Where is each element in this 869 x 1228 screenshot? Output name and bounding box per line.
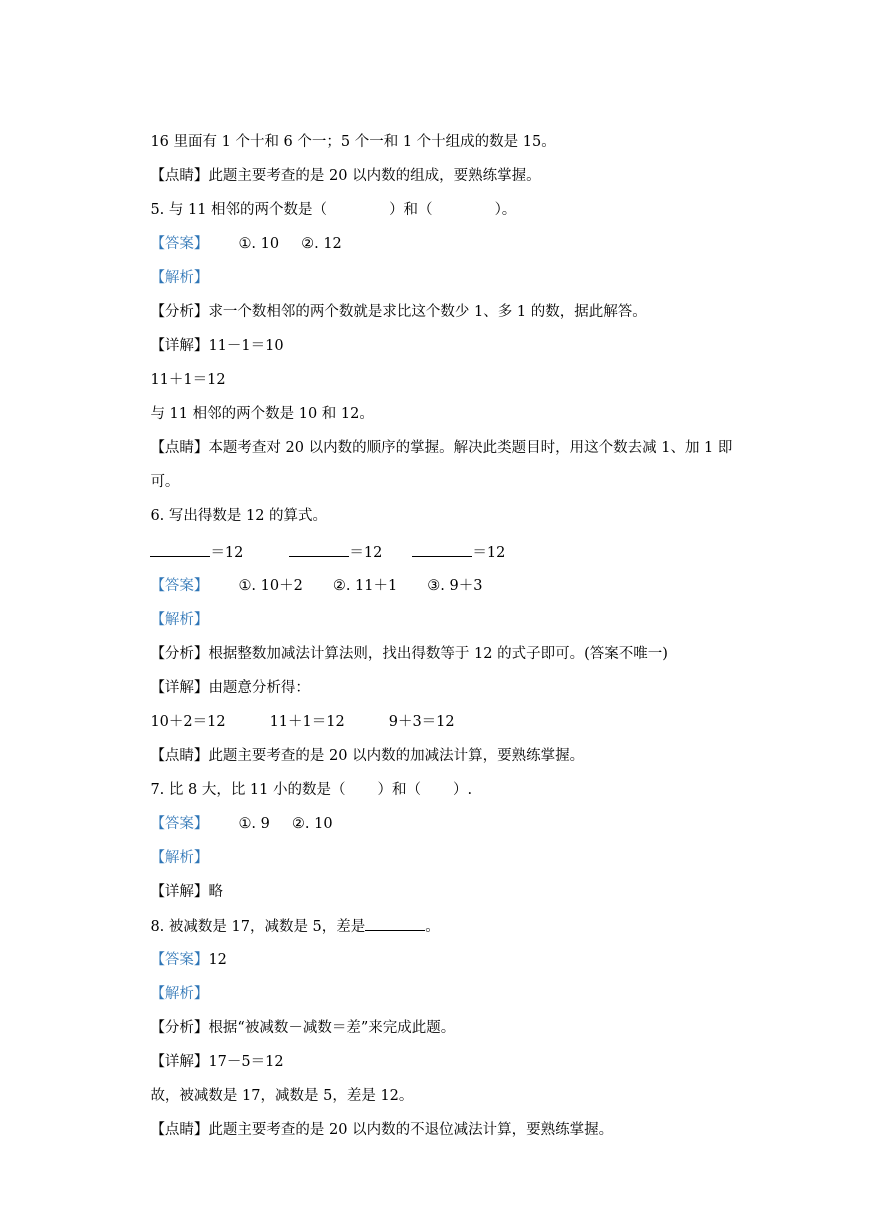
comment-tag: 【点睛】	[150, 440, 209, 456]
answer-blank	[412, 542, 472, 557]
analysis-tag: 【解析】	[150, 612, 209, 628]
answer-item: ①. 9	[238, 816, 270, 832]
answer-blank	[365, 916, 425, 931]
answer-item: 12	[208, 952, 227, 968]
solution-tag: 【详解】	[150, 680, 209, 696]
question-5-end: ）。	[494, 202, 517, 218]
explanation-text: 16 里面有 1 个十和 6 个一；5 个一和 1 个十组成的数是 15。	[150, 134, 556, 150]
answer-tag: 【答案】	[150, 236, 209, 252]
reasoning-tag: 【分析】	[150, 1020, 209, 1036]
comment-text: 此题主要考查的是 20 以内数的不退位减法计算，要熟练掌握。	[208, 1122, 614, 1138]
reasoning-text: 求一个数相邻的两个数就是求比这个数少 1、多 1 的数，据此解答。	[208, 304, 647, 320]
analysis-line	[132, 964, 209, 1002]
question-5	[132, 180, 517, 218]
question-6-text: 6. 写出得数是 12 的算式。	[150, 508, 328, 524]
reasoning-text: 根据“被减数－减数＝差”来完成此题。	[208, 1020, 456, 1036]
solution-text: 11＋1＝12	[150, 372, 226, 388]
answer-tag: 【答案】	[150, 952, 209, 968]
equation-result: ＝12	[472, 545, 506, 561]
analysis-line	[132, 590, 209, 628]
answer-item: ③. 9＋3	[427, 578, 483, 594]
answer-item: ②. 11＋1	[332, 578, 398, 594]
question-6-equations	[132, 522, 506, 561]
equation-result: ＝12	[349, 545, 383, 561]
solution-text: 故，被减数是 17，减数是 5，差是 12。	[150, 1088, 414, 1104]
solution-line	[132, 384, 374, 422]
solution-line	[132, 350, 226, 388]
solution-equations	[132, 692, 455, 730]
solution-line	[132, 1066, 414, 1104]
answer-blank	[150, 542, 210, 557]
equation-result: ＝12	[210, 545, 244, 561]
solution-text: 略	[208, 884, 223, 900]
question-8	[132, 896, 440, 935]
solution-tag: 【详解】	[150, 1054, 209, 1070]
answer-item: ①. 10	[238, 236, 280, 252]
analysis-line	[132, 828, 209, 866]
comment-line	[132, 726, 585, 764]
comment-line	[132, 146, 541, 184]
comment-line	[132, 418, 733, 456]
question-5-prefix: 5. 与 11 相邻的两个数是（	[150, 202, 328, 218]
comment-line	[132, 1100, 614, 1138]
answer-line	[132, 556, 483, 594]
comment-text: 此题主要考查的是 20 以内数的加减法计算，要熟练掌握。	[208, 748, 585, 764]
solution-text: 11－1＝10	[208, 338, 284, 354]
analysis-tag: 【解析】	[150, 850, 209, 866]
solution-line	[132, 862, 223, 900]
reasoning-tag: 【分析】	[150, 304, 209, 320]
question-6	[132, 486, 328, 524]
answer-tag: 【答案】	[150, 816, 209, 832]
question-7	[132, 760, 473, 798]
reasoning-line	[132, 998, 456, 1036]
answer-item: ②. 12	[301, 236, 342, 252]
analysis-tag: 【解析】	[150, 986, 209, 1002]
comment-tag: 【点睛】	[150, 748, 209, 764]
solution-text: 17－5＝12	[208, 1054, 284, 1070]
answer-item: ②. 10	[291, 816, 333, 832]
text-line	[132, 112, 556, 150]
equation: 10＋2＝12	[150, 714, 226, 730]
answer-item: ①. 10＋2	[238, 578, 303, 594]
solution-line	[132, 1032, 284, 1070]
solution-line	[132, 658, 310, 696]
reasoning-line	[132, 282, 647, 320]
reasoning-tag: 【分析】	[150, 646, 209, 662]
comment-text: 此题主要考查的是 20 以内数的组成，要熟练掌握。	[208, 168, 541, 184]
solution-text: 由题意分析得：	[208, 680, 310, 696]
equation: 9＋3＝12	[388, 714, 455, 730]
analysis-line	[132, 248, 209, 286]
question-8-prefix: 8. 被减数是 17，减数是 5，差是	[150, 919, 366, 935]
solution-line	[132, 316, 284, 354]
comment-text: 本题考查对 20 以内数的顺序的掌握。解决此类题目时，用这个数去减 1、加 1 即	[208, 440, 733, 456]
comment-tag: 【点睛】	[150, 1122, 209, 1138]
comment-tag: 【点睛】	[150, 168, 209, 184]
comment-line	[132, 452, 180, 490]
answer-tag: 【答案】	[150, 578, 209, 594]
answer-line	[132, 930, 227, 968]
equation: 11＋1＝12	[269, 714, 345, 730]
solution-text: 与 11 相邻的两个数是 10 和 12。	[150, 406, 374, 422]
reasoning-text: 根据整数加减法计算法则，找出得数等于 12 的式子即可。(答案不唯一)	[208, 646, 668, 662]
answer-line	[132, 214, 342, 252]
answer-line	[132, 794, 333, 832]
solution-tag: 【详解】	[150, 884, 209, 900]
question-8-end: 。	[425, 919, 440, 935]
question-5-mid: ）和（	[389, 202, 433, 218]
reasoning-line	[132, 624, 668, 662]
solution-tag: 【详解】	[150, 338, 209, 354]
answer-blank	[289, 542, 349, 557]
comment-text: 可。	[150, 474, 180, 490]
question-7-mid: ）和（	[377, 782, 421, 798]
question-7-prefix: 7. 比 8 大，比 11 小的数是（	[150, 782, 346, 798]
analysis-tag: 【解析】	[150, 270, 209, 286]
question-7-end: ）.	[453, 782, 473, 798]
